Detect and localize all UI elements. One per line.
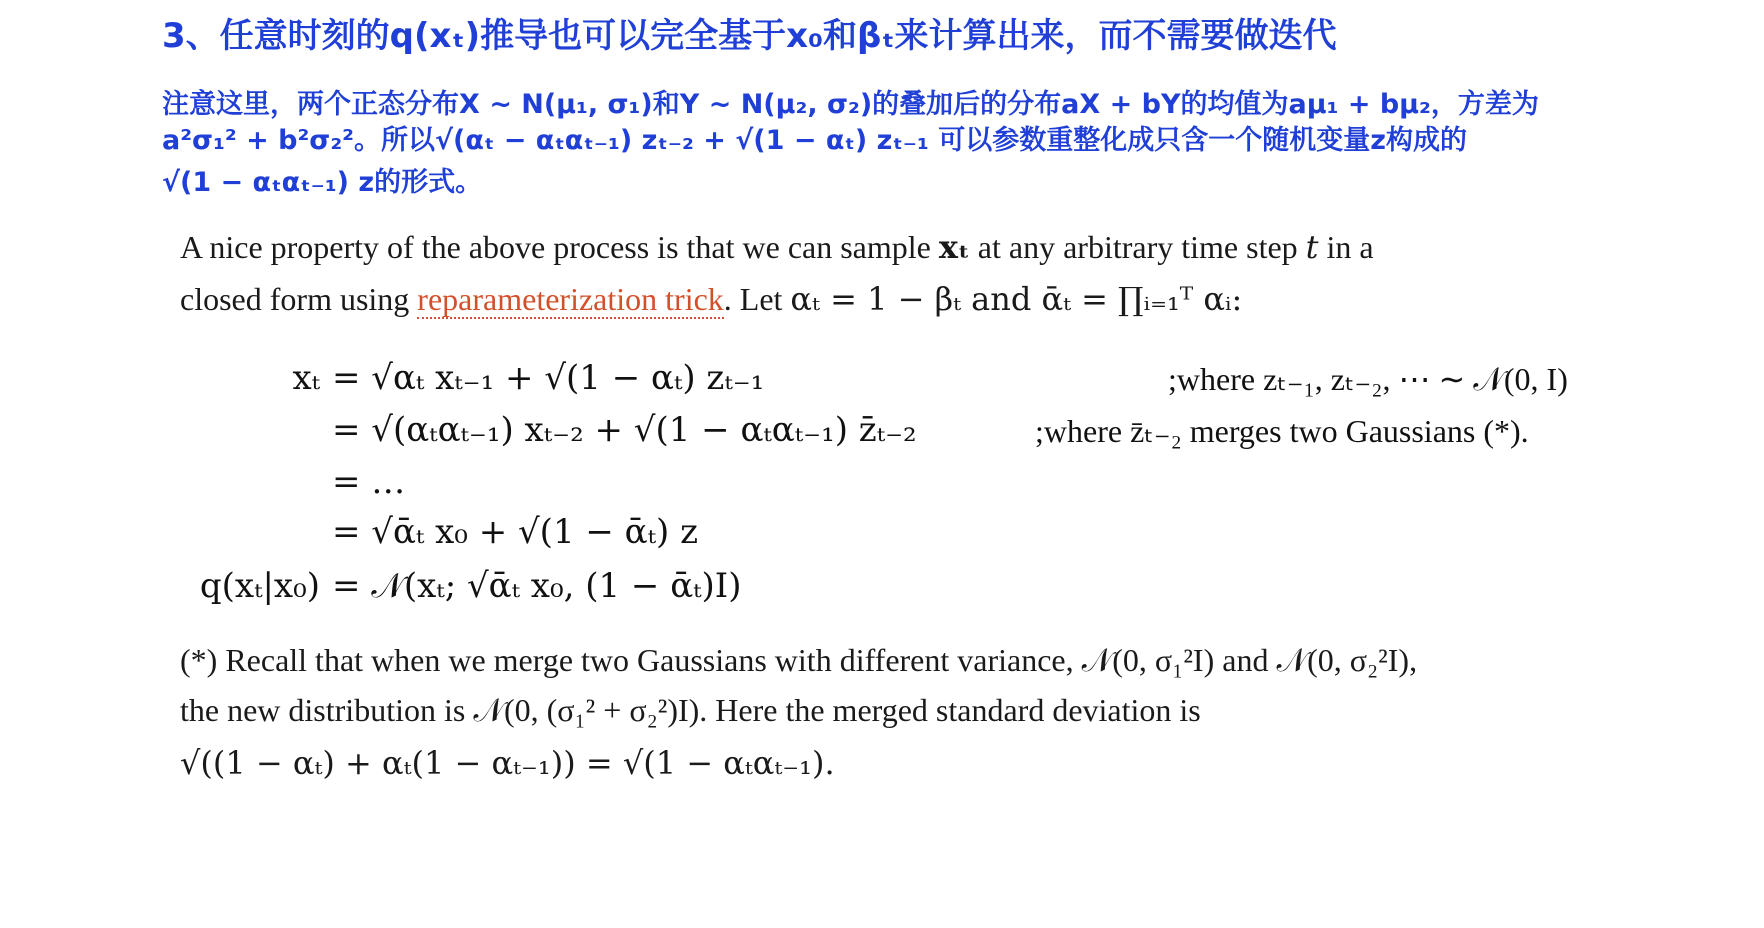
equation-2-where: ;where z̄ₜ₋₂ merges two Gaussians (*). bbox=[1035, 413, 1529, 449]
note-line-1: 注意这里，两个正态分布X ∼ N(μ₁, σ₁)和Y ∼ N(μ₂, σ₂)的叠加后的分布aX + bY的均值为aμ₁ + bμ₂，方差为 bbox=[162, 89, 1539, 120]
note-line-2: a²σ₁² + b²σ₂²。所以√(αₜ − αₜαₜ₋₁) zₜ₋₂ + √(1 − αₜ) zₜ₋₁ 可以参数重整化成只含一个随机变量z构成的 bbox=[162, 125, 1467, 156]
note-line-3: √(1 − αₜαₜ₋₁) z的形式。 bbox=[162, 167, 483, 198]
paragraph-line-1 bbox=[180, 228, 1374, 266]
paragraph-line-2 bbox=[180, 280, 1242, 318]
footnote-line-3: √((1 − αₜ) + αₜ(1 − αₜ₋₁)) = √(1 − αₜαₜ₋₁). bbox=[180, 744, 835, 782]
paragraph-text: A nice property of the above process is that we can sample bbox=[180, 229, 939, 265]
math-t: t bbox=[1305, 228, 1319, 266]
paragraph-text: . Let bbox=[723, 281, 791, 317]
footnote-line-2: the new distribution is 𝒩(0, (σ₁² + σ₂²)I). Here the merged standard deviation is bbox=[180, 692, 1201, 728]
paragraph-text: in a bbox=[1318, 229, 1374, 265]
math-x-t: xₜ bbox=[938, 228, 970, 266]
paragraph-text: closed form using bbox=[180, 281, 418, 317]
equation-1-rhs: = √αₜ xₜ₋₁ + √(1 − αₜ) zₜ₋₁ bbox=[332, 358, 765, 398]
paragraph-text: at any arbitrary time step bbox=[969, 229, 1306, 265]
footnote-line-1: (*) Recall that when we merge two Gaussians with different variance, 𝒩(0, σ₁²I) and 𝒩(0, σ₂²I), bbox=[180, 642, 1418, 678]
section-heading: 3、任意时刻的q(xₜ)推导也可以完全基于x₀和βₜ来计算出来，而不需要做迭代 bbox=[162, 16, 1337, 56]
reparameterization-trick-link[interactable]: reparameterization trick bbox=[417, 281, 724, 317]
equation-5-rhs: = 𝒩(xₜ; √ᾱₜ x₀, (1 − ᾱₜ)I) bbox=[332, 566, 742, 606]
equation-2-rhs: = √(αₜαₜ₋₁) xₜ₋₂ + √(1 − αₜαₜ₋₁) z̄ₜ₋₂ bbox=[332, 410, 917, 450]
equation-1-lhs: xₜ bbox=[292, 358, 320, 398]
equation-5-lhs: q(xₜ|x₀) bbox=[199, 566, 320, 606]
alpha-definition: αₜ = 1 − βₜ and ᾱₜ = ∏ᵢ₌₁ᵀ αᵢ: bbox=[790, 280, 1243, 318]
equation-1-where: ;where zₜ₋₁, zₜ₋₂, ⋯ ∼ 𝒩(0, I) bbox=[1168, 361, 1568, 397]
equation-3-rhs: = … bbox=[332, 462, 406, 502]
equation-4-rhs: = √ᾱₜ x₀ + √(1 − ᾱₜ) z bbox=[332, 512, 699, 552]
